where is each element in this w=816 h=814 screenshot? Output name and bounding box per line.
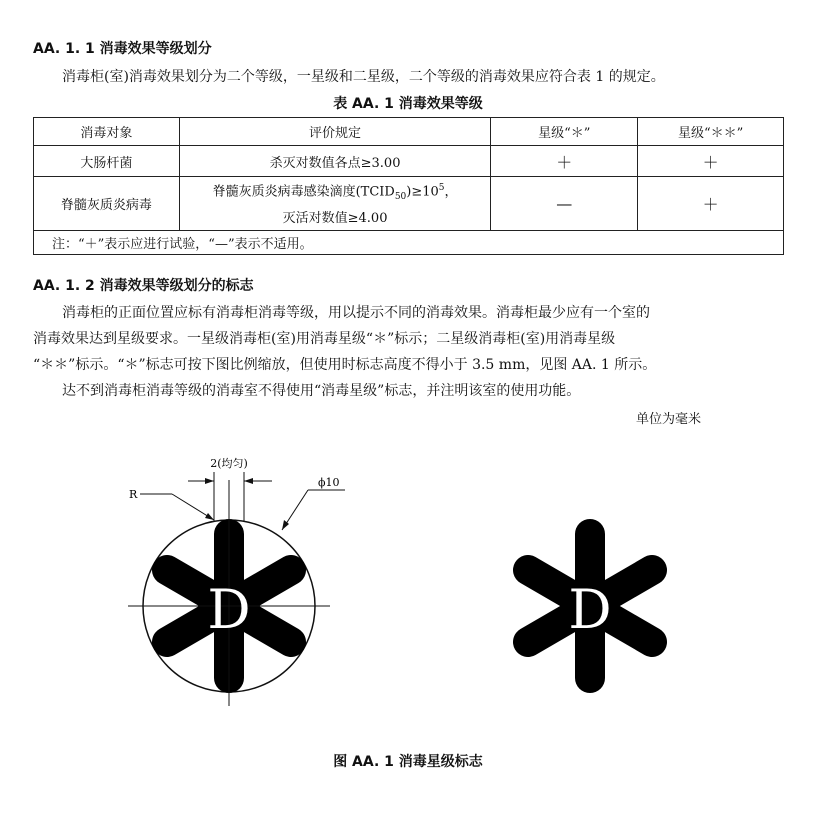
cell-two-star: ＋ <box>638 177 784 231</box>
section-heading-1: AA. 1. 1 消毒效果等级划分 <box>33 41 212 57</box>
figure-caption: 图 AA. 1 消毒星级标志 <box>333 754 483 770</box>
cell-object: 大肠杆菌 <box>34 146 180 177</box>
table-note: 注：“＋”表示应进行试验，“—”表示不适用。 <box>34 231 784 255</box>
plain-symbol <box>528 534 652 678</box>
dimensioned-symbol <box>128 456 345 706</box>
cell-two-star: ＋ <box>638 146 784 177</box>
dimension-diameter-label: ϕ10 <box>318 476 340 489</box>
units-note: 单位为毫米 <box>636 412 702 427</box>
cell-rule-line1: 脊髓灰质炎病毒感染滴度$(TCID_{50})\ge 10^5$， <box>212 183 458 202</box>
center-letter-left: D <box>207 578 251 641</box>
header-object: 消毒对象 <box>34 118 180 146</box>
dimension-width-label: 2(均匀) <box>210 457 248 470</box>
cell-rule-line2: 灭活对数值≥4.00 <box>282 210 388 226</box>
cell-rule: 杀灭对数值各点≥3.00 <box>179 146 491 177</box>
section-heading-2: AA. 1. 2 消毒效果等级划分的标志 <box>33 278 254 294</box>
header-rule: 评价规定 <box>179 118 491 146</box>
header-one-star: 星级“＊” <box>491 118 638 146</box>
cell-object: 脊髓灰质炎病毒 <box>34 177 180 231</box>
table-caption: 表 AA. 1 消毒效果等级 <box>333 96 483 112</box>
radius-label: R <box>129 488 138 501</box>
section2-paragraph-line3: “＊＊”标示。“＊”标志可按下图比例缩放，但使用时标志高度不得小于 3.5 mm，见图 AA. 1 所示。 <box>33 357 657 373</box>
section2-paragraph-line2: 消毒效果达到星级要求。一星级消毒柜(室)用消毒星级“＊”标示；二星级消毒柜(室)用消毒星级 <box>33 331 616 347</box>
section2-paragraph-line1: 消毒柜的正面位置应标有消毒柜消毒等级，用以提示不同的消毒效果。消毒柜最少应有一个室的 <box>62 305 650 321</box>
cell-one-star: — <box>491 177 638 231</box>
section-paragraph-1: 消毒柜(室)消毒效果划分为二个等级，一星级和二星级，二个等级的消毒效果应符合表 1 的规定。 <box>62 69 665 85</box>
header-two-star: 星级“＊＊” <box>638 118 784 146</box>
cell-one-star: ＋ <box>491 146 638 177</box>
section2-paragraph-2: 达不到消毒柜消毒等级的消毒室不得使用“消毒星级”标志，并注明该室的使用功能。 <box>62 383 581 399</box>
center-letter-right: D <box>568 578 612 641</box>
